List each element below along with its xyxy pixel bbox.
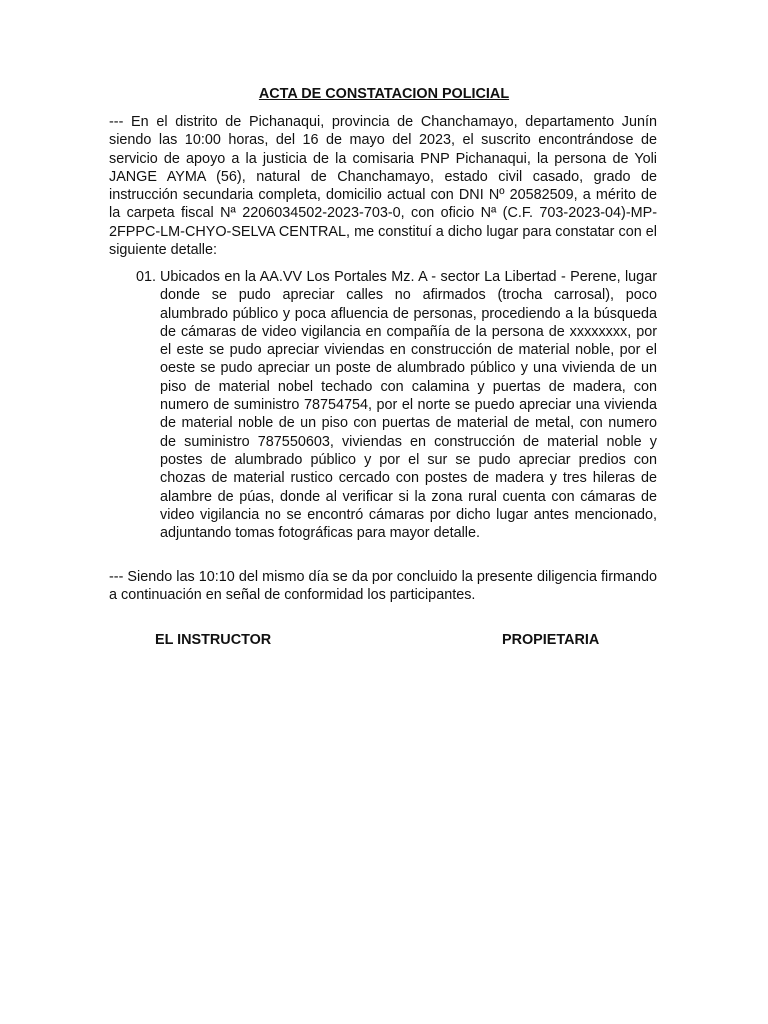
intro-paragraph: --- En el distrito de Pichanaqui, provincia de Chanchamayo, departamento Junín siendo las 10:00 horas, del 16 de mayo del 2023, el suscrito encontrándose de servicio de apoyo a la justicia de la comisaria PNP Pichanaqui, la persona de Yoli JANGE AYMA (56), natural de Chanchamayo, estado civil casado, grado de instrucción secundaria completa, domicilio actual con DNI Nº 20582509, a mérito de la carpeta fiscal Nª 2206034502-2023-703-0, con oficio Nª (C.F. 703-2023-04)-MP-2FPPC-LM-CHYO-SELVA CENTRAL, me constituí a dicho lugar para constatar con el siguiente detalle: [109,114,657,259]
signature-instructor: EL INSTRUCTOR [155,632,272,648]
document-title: ACTA DE CONSTATACION POLICIAL [258,86,510,102]
list-item-text: Ubicados en la AA.VV Los Portales Mz. A - sector La Libertad - Perene, lugar donde se pudo apreciar calles no afirmados (trocha carrosal), poco alumbrado público y poca afluencia de personas, procediendo a la búsqueda de cámaras de video vigilancia en compañía de la persona de xxxxxxxx, por el este se pudo apreciar viviendas en construcción de material noble, por el oeste se pudo apreciar un poste de alumbrado público y una vivienda de un piso de material nobel techado con calamina y puertas de madera, con numero de suministro 78754754, por el norte se puedo apreciar una vivienda de material noble de un piso con puertas de material de metal, con numero de suministro 787550603, viviendas en construcción de material noble y postes de alumbrado público y por el sur se pudo apreciar predios con chozas de material rustico cercado con postes de madera y tres hileras de alambre de púas, donde al verificar si la zona rural cuenta con cámaras de video vigilancia no se encontró cámaras por dicho lugar antes mencionado, adjuntando tomas fotográficas para mayor detalle. [160,269,657,542]
signature-owner: PROPIETARIA [502,632,600,648]
list-item-number: 01. [136,269,157,285]
closing-paragraph: --- Siendo las 10:10 del mismo día se da por concluido la presente diligencia firmando a continuación en señal de conformidad los participantes. [109,569,657,604]
